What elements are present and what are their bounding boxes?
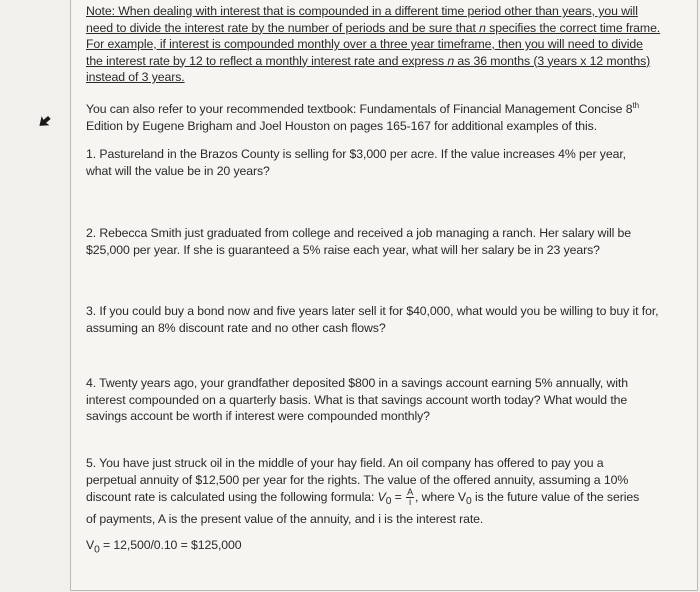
textbook-reference: You can also refer to your recommended textbook: Fundamentals of Financial Management Concise 8th Edition by Eugene Brigham and Joel Houston on pages 165-167 for additional examples of this. bbox=[86, 100, 639, 133]
question-3: 3. If you could buy a bond now and five years later sell it for $40,000, what would you be willing to buy it for, assuming an 8% discount rate and no other cash flows? bbox=[86, 304, 659, 335]
question-1: 1. Pastureland in the Brazos County is selling for $3,000 per acre. If the value increases 4% per year, what will the value be in 20 years? bbox=[86, 147, 626, 178]
cursor-arrow-icon bbox=[36, 114, 52, 130]
note-paragraph: Note: When dealing with interest that is compounded in a different time period other than years, you will need to divide the interest rate by the number of periods and be sure that n specifies the correct time frame. For example, if interest is compounded monthly over a three year timeframe, then you will need to divide the interest rate by 12 to reflect a monthly interest rate and express n as 36 months (3 years x 12 months) instead of 3 years. bbox=[86, 4, 661, 84]
formula-fraction: $\frac{A}{i}$ bbox=[407, 487, 413, 507]
question-2: 2. Rebecca Smith just graduated from college and received a job managing a ranch. Her salary will be $25,000 per year. If she is guaranteed a 5% raise each year, what will her salary be in 23 years? bbox=[86, 226, 632, 257]
answer-line: $V_0 = 12,500/0.10$ = $125,000 bbox=[86, 538, 242, 556]
question-4: 4. Twenty years ago, your grandfather deposited $800 in a savings account earning 5% annually, with interest compounded on a quarterly basis. What is that savings account worth today? What would the savings account be worth if interest were compounded monthly? bbox=[86, 376, 628, 423]
formula-lhs: V bbox=[377, 489, 386, 504]
question-5: 5. You have just struck oil in the middle of your hay field. An oil company has offered to pay you a perpetual annuity of $12,500 per year for the rights. The value of the offered annuity, assuming a 10% discount rate is calculated using the following formula: $V_0$ = $\frac{A}{i}$ , where $V_0$ is the future value of the series of payments, A is the present value of the annuity, and i is the interest rate. bbox=[86, 456, 640, 526]
